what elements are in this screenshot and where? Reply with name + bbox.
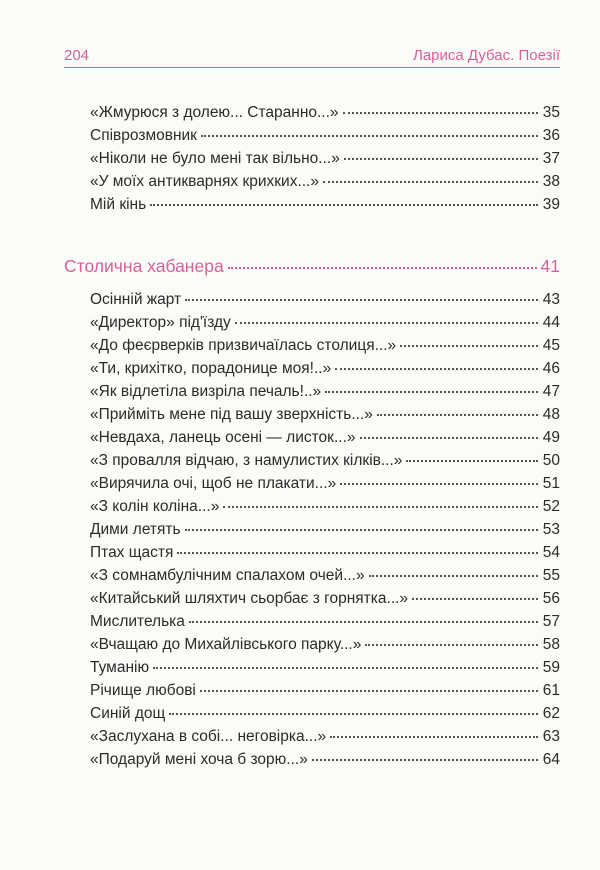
- toc-entry: [64, 748, 560, 771]
- toc-leader-dots: [185, 297, 538, 301]
- toc-entry-page: 47: [542, 383, 560, 400]
- toc-entry-page: 57: [542, 613, 560, 630]
- toc-leader-dots: [153, 665, 538, 669]
- toc-top-list: [64, 101, 560, 216]
- toc-leader-dots: [335, 366, 538, 370]
- toc-entry-title: «До феєрверків призвичаїлась столиця...»: [90, 337, 397, 354]
- toc-entry-title: «Вчащаю до Михайлівського парку...»: [90, 636, 362, 653]
- toc-leader-dots: [360, 435, 539, 439]
- toc-leader-dots: [406, 458, 538, 462]
- toc-entry-title: «Директор» під'їзду: [90, 314, 231, 331]
- toc-entry-page: 50: [542, 452, 560, 469]
- toc-entry-title: «Ніколи не було мені так вільно...»: [90, 150, 340, 167]
- toc-entry: [64, 564, 560, 587]
- toc-entry-page: 64: [542, 751, 560, 768]
- toc-entry: [64, 541, 560, 564]
- section-page: 41: [540, 256, 560, 276]
- toc-entry-title: Співрозмовник: [90, 127, 197, 144]
- toc-entry: [64, 518, 560, 541]
- toc-entry-page: 55: [542, 567, 560, 584]
- toc-leader-dots: [189, 619, 538, 623]
- toc-entry-title: Мислителька: [90, 613, 185, 630]
- toc-entry-title: «З провалля відчаю, з намулистих кілків...»: [90, 452, 403, 469]
- toc-entry-title: «Ти, крихітко, порадонице моя!..»: [90, 360, 332, 377]
- toc-entry-title: «Жмурюся з долею... Старанно...»: [90, 104, 339, 121]
- toc-leader-dots: [412, 596, 538, 600]
- toc-entry-title: Туманію: [90, 659, 150, 676]
- toc-bottom-list: [64, 288, 560, 771]
- toc-entry-page: 36: [542, 127, 560, 144]
- toc-entry: [64, 702, 560, 725]
- toc-entry-title: «Невдаха, ланець осені — листок...»: [90, 429, 356, 446]
- toc-entry: [64, 633, 560, 656]
- toc-entry-page: 53: [542, 521, 560, 538]
- toc-leader-dots: [312, 757, 538, 761]
- toc-entry: [64, 101, 560, 124]
- toc-entry-page: 62: [542, 705, 560, 722]
- toc-leader-dots: [201, 133, 538, 137]
- toc-entry-title: Птах щастя: [90, 544, 174, 561]
- toc-entry-page: 63: [542, 728, 560, 745]
- toc-leader-dots: [185, 527, 538, 531]
- toc-entry: [64, 403, 560, 426]
- toc-entry-page: 35: [542, 104, 560, 121]
- toc-entry: [64, 288, 560, 311]
- toc-entry: [64, 587, 560, 610]
- running-title: Лариса Дубас. Поезії: [412, 47, 560, 64]
- toc-entry-page: 58: [542, 636, 560, 653]
- toc-entry-page: 61: [542, 682, 560, 699]
- section-title: Столична хабанера: [64, 256, 224, 276]
- toc-leader-dots: [177, 550, 538, 554]
- toc-leader-dots: [344, 156, 538, 160]
- toc-entry-title: Синій дощ: [90, 705, 166, 722]
- toc-leader-dots: [340, 481, 538, 485]
- toc-entry-page: 44: [542, 314, 560, 331]
- toc-leader-dots: [400, 343, 538, 347]
- toc-leader-dots: [323, 179, 538, 183]
- toc-leader-dots: [150, 202, 538, 206]
- toc-entry-page: 45: [542, 337, 560, 354]
- toc-entry-title: «З колін коліна...»: [90, 498, 220, 515]
- toc-entry-page: 51: [542, 475, 560, 492]
- toc-entry: [64, 334, 560, 357]
- toc-entry-title: Річище любові: [90, 682, 196, 699]
- toc-entry-page: 43: [542, 291, 560, 308]
- toc-entry: [64, 170, 560, 193]
- page-number: 204: [64, 47, 90, 64]
- toc-entry: [64, 193, 560, 216]
- toc-entry-title: Мій кінь: [90, 196, 147, 213]
- toc-entry: [64, 147, 560, 170]
- toc-leader-dots: [365, 642, 538, 646]
- section-heading: [64, 252, 560, 280]
- toc-entry-title: «Прийміть мене під вашу зверхність...»: [90, 406, 373, 423]
- toc-entry-title: «Китайський шляхтич сьорбає з горнятка...»: [90, 590, 409, 607]
- toc-leader-dots: [228, 265, 537, 269]
- toc-entry-page: 37: [542, 150, 560, 167]
- toc-entry: [64, 725, 560, 748]
- toc-entry: [64, 495, 560, 518]
- toc-entry: [64, 610, 560, 633]
- toc-entry-page: 54: [542, 544, 560, 561]
- toc-entry-title: Осінній жарт: [90, 291, 182, 308]
- toc-entry-title: «У моїх антикварнях крихких...»: [90, 173, 319, 190]
- toc-leader-dots: [330, 734, 538, 738]
- toc-entry-page: 49: [542, 429, 560, 446]
- toc-leader-dots: [369, 573, 538, 577]
- toc-entry: [64, 656, 560, 679]
- toc-entry-title: «Вирячила очі, щоб не плакати...»: [90, 475, 337, 492]
- toc-entry-title: «Подаруй мені хоча б зорю...»: [90, 751, 308, 768]
- toc-entry-page: 59: [542, 659, 560, 676]
- toc-entry-title: «З сомнамбулічним спалахом очей...»: [90, 567, 365, 584]
- toc-entry-page: 46: [542, 360, 560, 377]
- toc-leader-dots: [235, 320, 538, 324]
- toc-entry: [64, 311, 560, 334]
- toc-entry: [64, 124, 560, 147]
- toc-entry: [64, 679, 560, 702]
- page-header: [64, 38, 560, 68]
- toc-leader-dots: [223, 504, 538, 508]
- toc-entry: [64, 426, 560, 449]
- toc-entry-title: Дими летять: [90, 521, 181, 538]
- toc-entry-page: 48: [542, 406, 560, 423]
- toc-entry-page: 38: [542, 173, 560, 190]
- toc-entry: [64, 357, 560, 380]
- toc-entry: [64, 472, 560, 495]
- toc-leader-dots: [325, 389, 538, 393]
- toc-entry-title: «Заслухана в собі... неговірка...»: [90, 728, 327, 745]
- toc-entry-title: «Як відлетіла визріла печаль!..»: [90, 383, 322, 400]
- toc-leader-dots: [169, 711, 538, 715]
- toc-entry-page: 52: [542, 498, 560, 515]
- toc-leader-dots: [200, 688, 538, 692]
- toc-entry-page: 39: [542, 196, 560, 213]
- toc-leader-dots: [377, 412, 538, 416]
- toc-entry: [64, 449, 560, 472]
- toc-leader-dots: [343, 110, 538, 114]
- toc-section: [64, 252, 560, 280]
- toc-entry-page: 56: [542, 590, 560, 607]
- toc-entry: [64, 380, 560, 403]
